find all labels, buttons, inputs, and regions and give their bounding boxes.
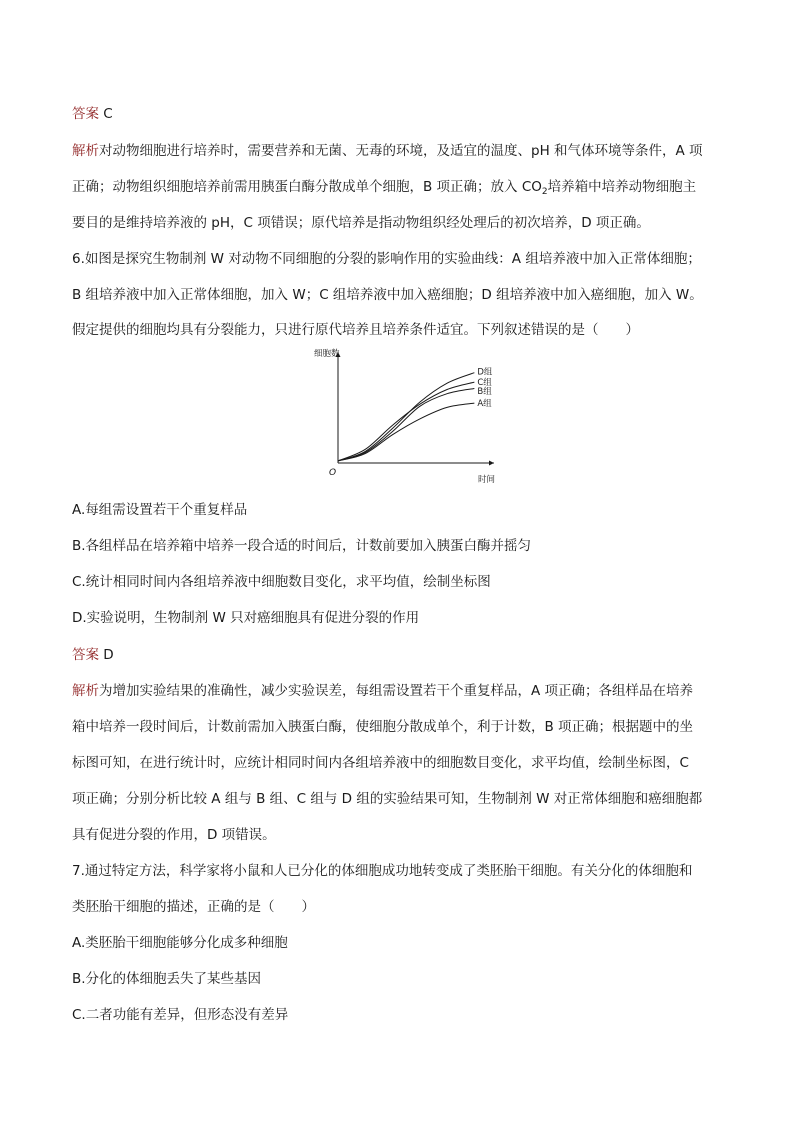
q6-stem-line-3: 假定提供的细胞均具有分裂能力，只进行原代培养且培养条件适宜。下列叙述错误的是（ ）: [72, 322, 639, 338]
q5-analysis-line-3: [72, 213, 650, 233]
analysis-tag: 解析: [72, 683, 99, 699]
series-line-3: [338, 403, 474, 461]
origin-label: O: [329, 468, 337, 478]
chart-axes: [336, 352, 495, 466]
q7-stem-line-2: 类胚胎干细胞的描述，正确的是（ ）: [72, 899, 315, 915]
x-axis-label: 时间: [478, 475, 496, 485]
analysis-tag: 解析: [72, 143, 99, 159]
q5-analysis-line-1: [72, 141, 703, 161]
x-axis-arrow: [489, 461, 494, 466]
analysis-text: 为增加实验结果的准确性，减少实验误差，每组需设置若干个重复样品，A 项正确；各组样品在培养: [99, 683, 694, 699]
q6-option-b: B.各组样品在培养箱中培养一段合适的时间后，计数前要加入胰蛋白酶并摇匀: [72, 538, 532, 554]
y-axis-label: 细胞数: [314, 349, 340, 359]
analysis-text: 培养箱中培养动物细胞主: [547, 179, 697, 195]
series-label-3: A组: [477, 399, 492, 410]
q5-analysis-line-2: [72, 177, 696, 202]
q7-option-c: C.二者功能有差异，但形态没有差异: [72, 1007, 289, 1023]
analysis-text: 要目的是维持培养液的 pH，C 项错误；原代培养是指动物组织经处理后的初次培养，D 项正确。: [72, 215, 650, 231]
chart-curves: [338, 373, 474, 461]
q6-answer: [72, 645, 114, 665]
answer-value: C: [99, 106, 113, 122]
q6-analysis-line-4: 项正确；分别分析比较 A 组与 B 组、C 组与 D 组的实验结果可知，生物制剂 W 对正常体细胞和癌细胞都: [72, 791, 703, 807]
answer-tag: 答案: [72, 647, 99, 663]
q6-stem-line-1: 6.如图是探究生物制剂 W 对动物不同细胞的分裂的影响作用的实验曲线：A 组培养液中加入正常体细胞；: [72, 251, 701, 267]
answer-tag: 答案: [72, 106, 99, 122]
q6-analysis-line-5: 具有促进分裂的作用，D 项错误。: [72, 827, 276, 843]
series-line-2: [338, 388, 474, 460]
series-line-0: [338, 373, 474, 461]
q6-option-c: C.统计相同时间内各组培养液中细胞数目变化，求平均值，绘制坐标图: [72, 574, 491, 590]
analysis-text: 正确；动物组织细胞培养前需用胰蛋白酶分散成单个细胞，B 项正确；放入 CO: [72, 179, 542, 195]
analysis-text: 对动物细胞进行培养时，需要营养和无菌、无毒的环境，及适宜的温度、pH 和气体环境等条件，A 项: [99, 143, 703, 159]
series-label-2: B组: [477, 387, 492, 398]
cell-growth-chart: [310, 348, 500, 498]
series-label-0: D组: [477, 367, 493, 378]
q6-analysis-line-1: [72, 681, 693, 701]
q7-option-a: A.类胚胎干细胞能够分化成多种细胞: [72, 935, 288, 951]
q7-option-b: B.分化的体细胞丢失了某些基因: [72, 971, 262, 987]
q6-option-a: A.每组需设置若干个重复样品: [72, 502, 248, 518]
q6-stem-line-2: B 组培养液中加入正常体细胞，加入 W；C 组培养液中加入癌细胞；D 组培养液中加入癌细胞，加入 W。: [72, 287, 703, 303]
series-label-1: C组: [477, 378, 492, 389]
series-line-1: [338, 382, 474, 461]
q6-option-d: D.实验说明，生物制剂 W 只对癌细胞具有促进分裂的作用: [72, 610, 420, 626]
q6-analysis-line-2: 箱中培养一段时间后，计数前需加入胰蛋白酶，使细胞分散成单个，利于计数，B 项正确；根据题中的坐: [72, 719, 694, 735]
q6-analysis-line-3: 标图可知，在进行统计时，应统计相同时间内各组培养液中的细胞数目变化，求平均值，绘制坐标图，C: [72, 755, 689, 771]
q7-stem-line-1: 7.通过特定方法，科学家将小鼠和人已分化的体细胞成功地转变成了类胚胎干细胞。有关分化的体细胞和: [72, 863, 693, 879]
q5-answer: [72, 104, 113, 124]
answer-value: D: [99, 647, 114, 663]
subscript: 2: [541, 187, 548, 197]
